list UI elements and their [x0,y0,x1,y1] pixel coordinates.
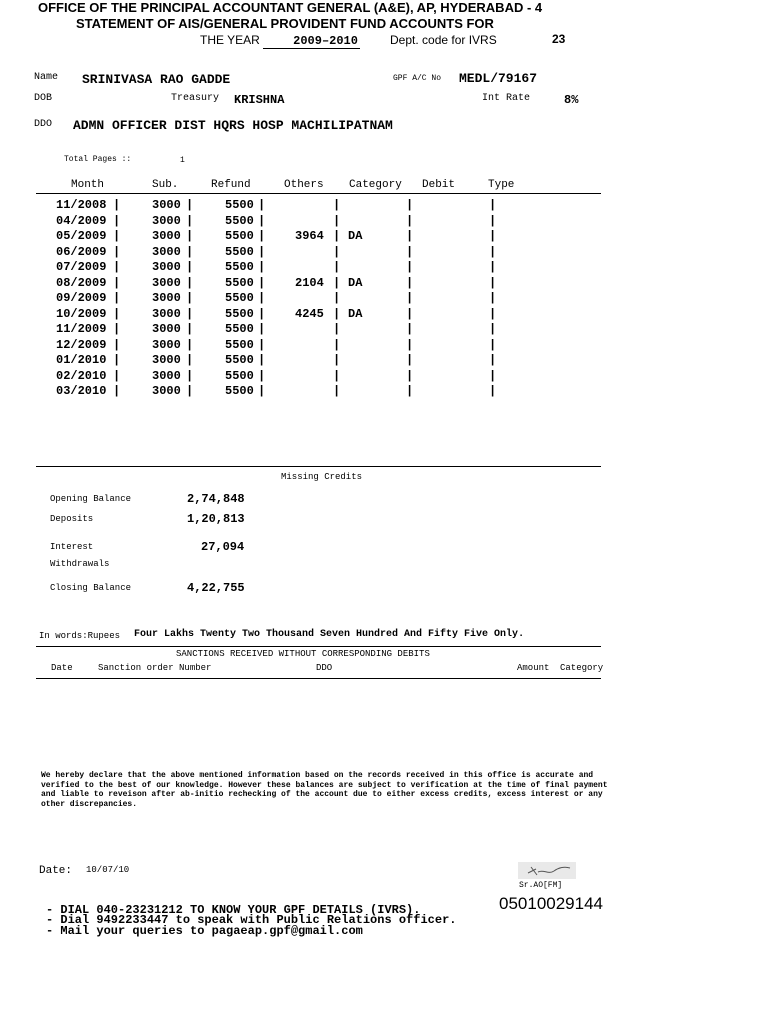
signatory-title: Sr.AO[FM] [519,881,563,890]
cell-refund: 5500 [225,322,254,336]
year-line [200,33,360,49]
cell-sub-sep: | [186,213,194,228]
cell-sub: 3000 [152,368,181,383]
sanctions-top-rule [36,646,601,647]
int-rate-label: Int Rate [482,93,531,104]
amount-in-words: Four Lakhs Twenty Two Thousand Seven Hundred And Fifty Five Only. [134,629,525,640]
cell-sub: 3000 [152,213,181,228]
cell-month-sep: | [113,322,121,336]
cell-month: 04/2009 [56,213,107,228]
table-row [0,322,600,337]
cell-others-sep: | [333,291,341,305]
deposits-label: Deposits [50,514,94,524]
ddo-label: DDO [34,119,53,130]
cell-month: 10/2009 [56,306,107,321]
cell-month: 12/2009 [56,337,107,352]
cell-month: 02/2010 [56,368,107,383]
total-pages: 1 [180,156,185,165]
cell-others-sep: | [333,337,341,352]
cell-category-sep: | [406,306,414,321]
cell-others-sep: | [333,322,341,336]
cell-others: 4245 [295,306,324,321]
col-sub: Sub. [152,179,179,191]
cell-category-sep: | [406,275,414,290]
name-label: Name [34,72,59,83]
cell-sub: 3000 [152,229,181,243]
cell-others-sep: | [333,368,341,383]
cell-month-sep: | [113,275,121,290]
gpf-number: MEDL/79167 [459,71,538,86]
cell-others: 3964 [295,229,324,243]
table-row [0,229,600,244]
table-row [0,338,600,353]
signature-image [518,862,576,879]
cell-refund-sep: | [258,368,266,383]
cell-others-sep: | [333,213,341,228]
cell-refund-sep: | [258,213,266,228]
cell-refund: 5500 [225,244,254,259]
missing-credits-label: Missing Credits [281,472,363,482]
cell-month-sep: | [113,337,121,352]
cell-category-sep: | [406,353,414,367]
cell-category-sep: | [406,198,414,212]
col-debit: Debit [422,179,456,191]
cell-sub-sep: | [186,229,194,243]
cell-debit-sep: | [489,368,497,383]
opening-balance: 2,74,848 [187,492,245,506]
sanctions-title: SANCTIONS RECEIVED WITHOUT CORRESPONDING DEBITS [176,649,430,659]
cell-refund-sep: | [258,337,266,352]
cell-sub: 3000 [152,337,181,352]
cell-category-sep: | [406,322,414,336]
cell-sub: 3000 [152,291,181,305]
closing-balance: 4,22,755 [187,581,245,595]
cell-month: 03/2010 [56,384,107,398]
cell-sub-sep: | [186,198,194,212]
cell-sub-sep: | [186,368,194,383]
cell-refund-sep: | [258,353,266,367]
cell-sub: 3000 [152,275,181,290]
cell-refund-sep: | [258,198,266,212]
treasury-label: Treasury [171,93,220,104]
deposits: 1,20,813 [187,512,245,526]
missing-credits-rule [36,466,601,467]
statement-date: 10/07/10 [86,865,130,875]
cell-sub-sep: | [186,260,194,274]
col-category: Category [349,179,402,191]
cell-refund-sep: | [258,260,266,274]
cell-refund: 5500 [225,260,254,274]
cell-sub-sep: | [186,306,194,321]
cell-month-sep: | [113,213,121,228]
cell-debit-sep: | [489,244,497,259]
cell-refund: 5500 [225,384,254,398]
cell-debit-sep: | [489,322,497,336]
declaration-text: We hereby declare that the above mentioned information based on the records received in this office is accurate and verified to the best of our knowledge. However these balances are subject to verification at the time of final payment and liable to reveison after ab-initio rechecking of the account due to either excess credits, excess interest or any other discrepancies. [41,771,608,809]
cell-others-sep: | [333,229,341,243]
col-sanction-order: Sanction order Number [98,663,212,673]
sanctions-bottom-rule [36,678,601,679]
cell-category-sep: | [406,244,414,259]
table-row [0,307,600,322]
cell-sub-sep: | [186,353,194,367]
reference-number: 05010029144 [499,894,604,913]
dept-code: 23 [552,32,566,46]
cell-category-sep: | [406,213,414,228]
cell-sub: 3000 [152,306,181,321]
cell-refund: 5500 [225,337,254,352]
cell-sub: 3000 [152,260,181,274]
cell-month: 11/2009 [56,322,107,336]
cell-sub-sep: | [186,322,194,336]
cell-others-sep: | [333,198,341,212]
cell-sub-sep: | [186,384,194,398]
cell-others-sep: | [333,244,341,259]
cell-refund: 5500 [225,306,254,321]
cell-debit-sep: | [489,353,497,367]
cell-others-sep: | [333,384,341,398]
cell-month: 01/2010 [56,353,107,367]
col-refund: Refund [211,179,251,191]
table-row [0,214,600,229]
interest: 27,094 [201,540,245,554]
cell-month-sep: | [113,244,121,259]
table-row [0,245,600,260]
cell-sub-sep: | [186,291,194,305]
int-rate: 8% [564,93,579,107]
cell-refund-sep: | [258,275,266,290]
table-row [0,384,600,399]
cell-sub: 3000 [152,198,181,212]
cell-refund: 5500 [225,353,254,367]
col-sanction-category: Category [560,663,604,673]
cell-month: 06/2009 [56,244,107,259]
gpf-label: GPF A/C No [393,74,442,83]
cell-month-sep: | [113,260,121,274]
cell-sub: 3000 [152,353,181,367]
cell-others-sep: | [333,275,341,290]
total-pages-label: Total Pages :: [64,155,132,164]
cell-refund-sep: | [258,322,266,336]
dob-label: DOB [34,93,53,104]
cell-debit-sep: | [489,198,497,212]
withdrawals-label: Withdrawals [50,559,110,569]
cell-refund-sep: | [258,291,266,305]
table-row [0,198,600,213]
cell-category-sep: | [406,291,414,305]
cell-debit-sep: | [489,260,497,274]
cell-refund: 5500 [225,275,254,290]
cell-sub-sep: | [186,275,194,290]
cell-debit-sep: | [489,337,497,352]
cell-month-sep: | [113,229,121,243]
signature-icon [518,862,576,879]
cell-sub: 3000 [152,322,181,336]
cell-debit-sep: | [489,213,497,228]
cell-sub-sep: | [186,337,194,352]
cell-month-sep: | [113,306,121,321]
cell-month: 07/2009 [56,260,107,274]
cell-category-sep: | [406,368,414,383]
cell-debit-sep: | [489,291,497,305]
opening-balance-label: Opening Balance [50,494,132,504]
cell-refund-sep: | [258,229,266,243]
col-amount: Amount [517,663,550,673]
cell-others-sep: | [333,260,341,274]
cell-category-sep: | [406,337,414,352]
cell-category: DA [348,229,363,243]
cell-debit-sep: | [489,384,497,398]
in-words-label: In words:Rupees [39,631,121,641]
year-prefix: THE YEAR [200,33,264,47]
table-row [0,276,600,291]
table-header-rule [36,193,601,194]
dept-code-label: Dept. code for IVRS [390,33,497,47]
office-title: OFFICE OF THE PRINCIPAL ACCOUNTANT GENERAL (A&E), AP, HYDERABAD - 4 [38,0,543,15]
cell-sub-sep: | [186,244,194,259]
date-label: Date: [39,865,73,877]
cell-refund: 5500 [225,368,254,383]
table-row [0,369,600,384]
pro-line: - Dial 9492233447 to speak with Public Relations officer. [46,913,457,927]
cell-refund: 5500 [225,213,254,228]
cell-sub: 3000 [152,384,181,398]
cell-month-sep: | [113,291,121,305]
cell-month: 09/2009 [56,291,107,305]
cell-debit-sep: | [489,306,497,321]
cell-refund-sep: | [258,244,266,259]
cell-refund-sep: | [258,384,266,398]
employee-name: SRINIVASA RAO GADDE [82,72,231,87]
ddo-name: ADMN OFFICER DIST HQRS HOSP MACHILIPATNAM [73,118,393,133]
cell-month-sep: | [113,353,121,367]
cell-month-sep: | [113,198,121,212]
col-type: Type [488,179,515,191]
cell-category: DA [348,306,363,321]
cell-debit-sep: | [489,275,497,290]
col-month: Month [71,179,105,191]
cell-others-sep: | [333,353,341,367]
cell-refund-sep: | [258,306,266,321]
cell-category: DA [348,275,363,290]
cell-refund: 5500 [225,291,254,305]
cell-month-sep: | [113,368,121,383]
mail-line: - Mail your queries to pagaeap.gpf@gmail.com [46,924,363,938]
cell-sub: 3000 [152,244,181,259]
col-date: Date [51,663,73,673]
col-ddo: DDO [316,663,333,673]
cell-refund: 5500 [225,198,254,212]
cell-category-sep: | [406,384,414,398]
ivrs-line: - DIAL 040-23231212 TO KNOW YOUR GPF DETAILS (IVRS). [46,903,421,917]
table-row [0,353,600,368]
interest-label: Interest [50,542,94,552]
statement-title: STATEMENT OF AIS/GENERAL PROVIDENT FUND ACCOUNTS FOR [76,16,494,31]
cell-category-sep: | [406,229,414,243]
cell-month: 08/2009 [56,275,107,290]
cell-month-sep: | [113,384,121,398]
cell-debit-sep: | [489,229,497,243]
treasury-name: KRISHNA [234,93,285,107]
cell-refund: 5500 [225,229,254,243]
closing-balance-label: Closing Balance [50,583,132,593]
table-row [0,291,600,306]
cell-category-sep: | [406,260,414,274]
col-others: Others [284,179,324,191]
cell-month: 11/2008 [56,198,107,212]
cell-others: 2104 [295,275,324,290]
table-row [0,260,600,275]
cell-others-sep: | [333,306,341,321]
year-value: 2009–2010 [263,34,360,49]
cell-month: 05/2009 [56,229,107,243]
